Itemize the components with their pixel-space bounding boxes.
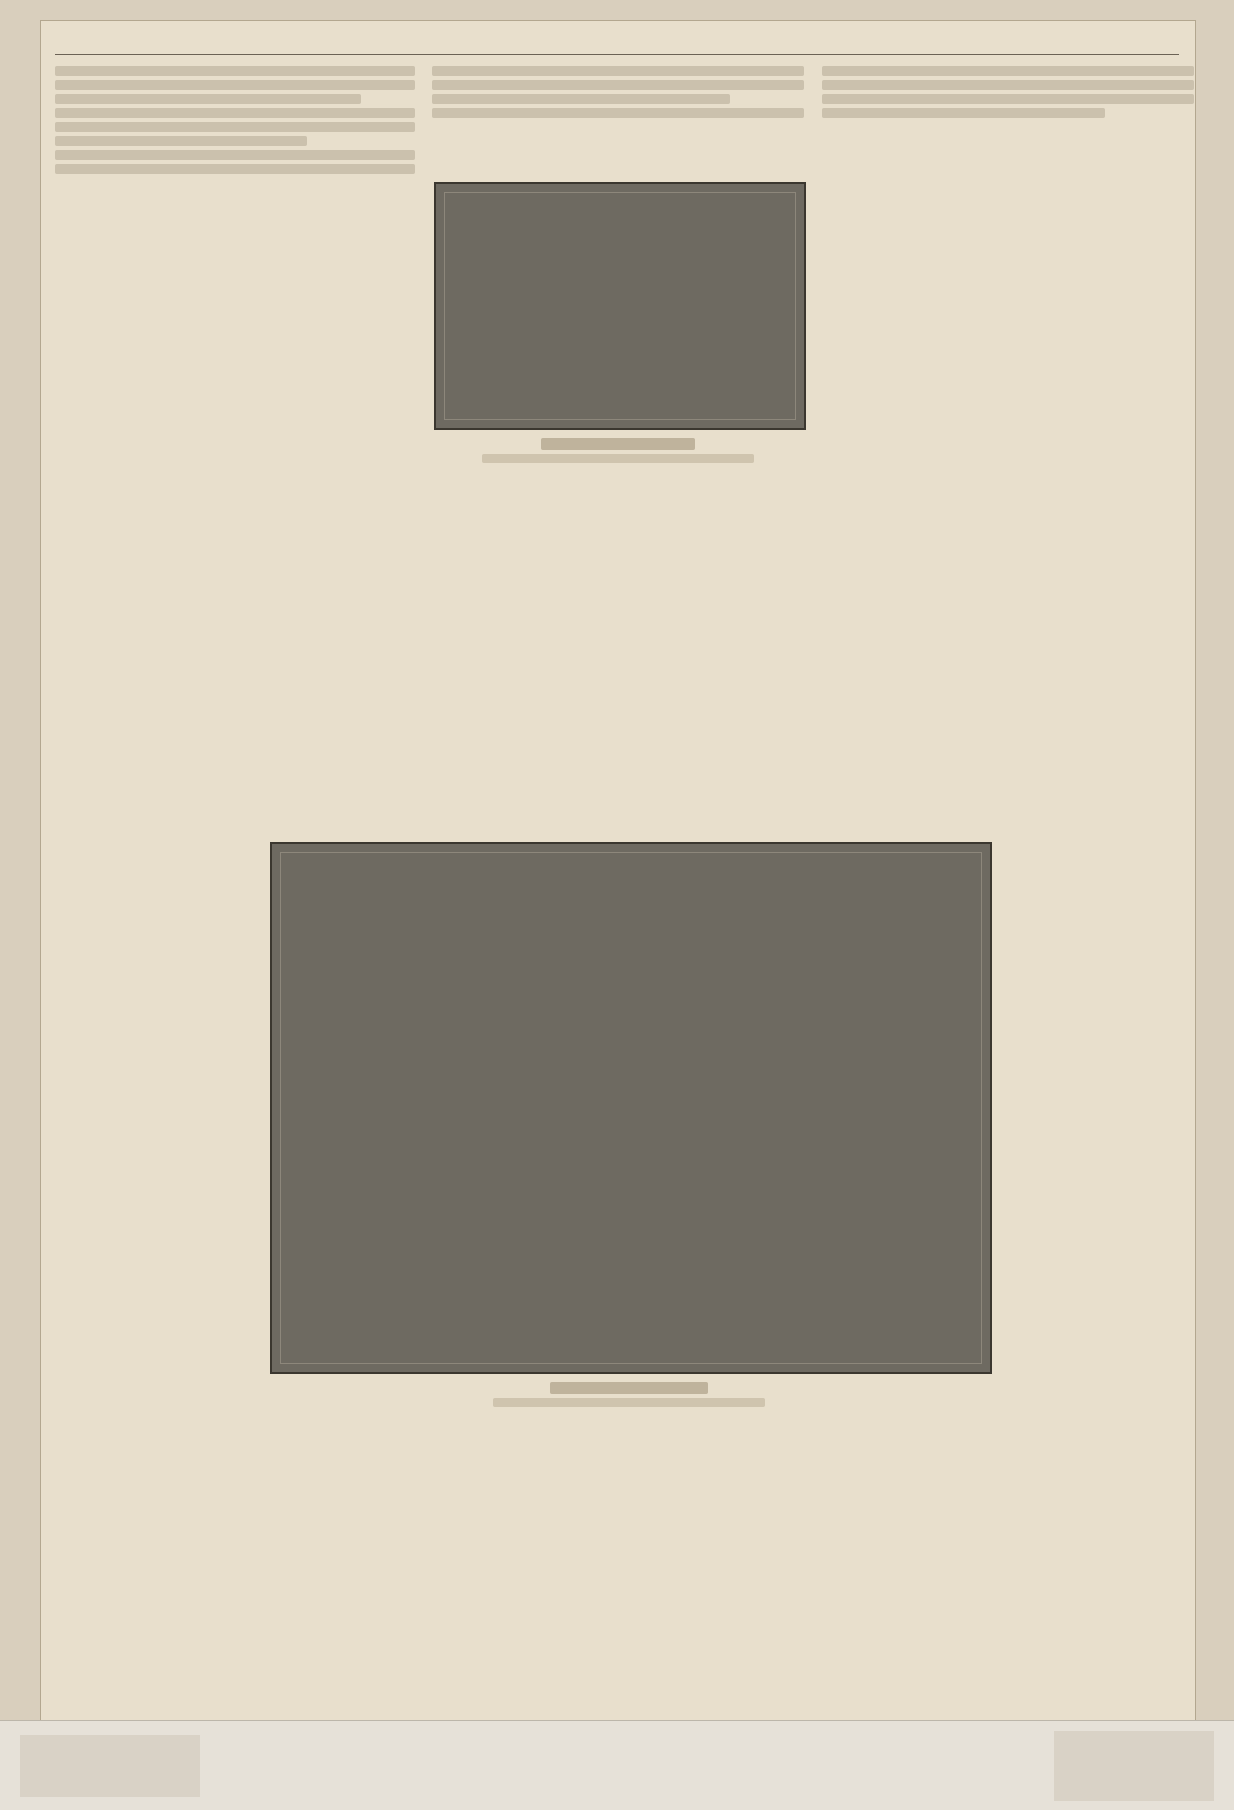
caption-tannery-source xyxy=(493,1398,766,1407)
caption-tannery-title xyxy=(550,1382,708,1394)
photo-tannery-piazolo xyxy=(270,842,992,1374)
university-library-logo xyxy=(20,1735,200,1797)
photo-brewery-lang xyxy=(434,182,806,430)
caption-brewery-lang xyxy=(434,432,802,463)
caption-tannery-piazolo xyxy=(270,1376,988,1407)
text-column-left xyxy=(55,62,415,174)
state-sponsor-logo xyxy=(1054,1731,1214,1801)
page-header xyxy=(55,34,1179,55)
library-footer xyxy=(0,1720,1234,1810)
text-column-right xyxy=(822,62,1194,118)
caption-brewery-source xyxy=(482,454,754,463)
text-column-middle xyxy=(432,62,804,118)
caption-brewery-title xyxy=(541,438,696,450)
